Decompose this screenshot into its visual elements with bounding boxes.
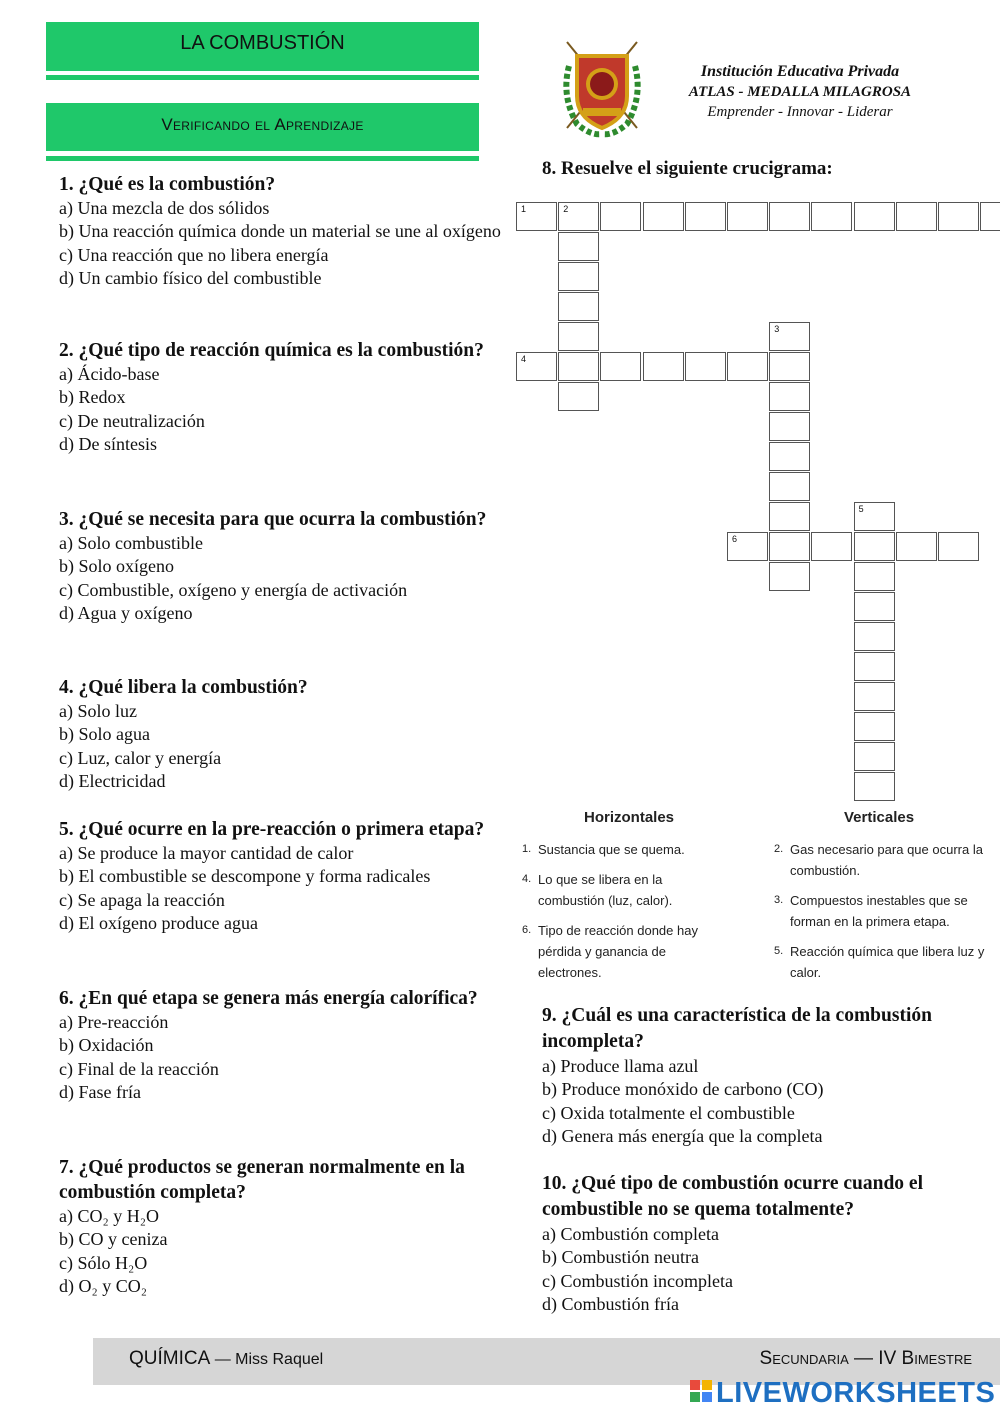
page-subtitle: Verificando el Aprendizaje bbox=[161, 115, 364, 134]
crossword-cell[interactable] bbox=[516, 202, 557, 231]
crossword-clue-number: 2 bbox=[563, 204, 569, 214]
crossword-cell[interactable] bbox=[854, 622, 895, 651]
option[interactable]: c) Combustible, oxígeno y energía de activación bbox=[59, 579, 408, 600]
crossword-cell[interactable] bbox=[896, 202, 937, 231]
crossword-cell[interactable] bbox=[600, 352, 641, 381]
institution-type: Institución Educativa Privada bbox=[700, 63, 900, 80]
crossword-cell[interactable] bbox=[558, 232, 599, 261]
clue-number: 4. bbox=[522, 873, 532, 885]
crossword-title: 8. Resuelve el siguiente crucigrama: bbox=[542, 158, 833, 179]
crossword-cell[interactable] bbox=[769, 322, 810, 351]
clue-vertical bbox=[774, 839, 985, 881]
option[interactable]: a) Se produce la mayor cantidad de calor bbox=[59, 843, 354, 863]
crossword-cell[interactable] bbox=[854, 712, 895, 741]
crossword-cell[interactable] bbox=[896, 532, 937, 561]
page-title-banner bbox=[46, 22, 479, 71]
option[interactable]: a) Solo luz bbox=[59, 701, 137, 721]
crossword-cell[interactable] bbox=[980, 202, 1000, 231]
clue-vertical bbox=[774, 941, 988, 983]
question-title: 9. ¿Cuál es una característica de la combustión incompleta? bbox=[542, 1005, 932, 1052]
clue-horizontal bbox=[522, 920, 718, 983]
question-title: 4. ¿Qué libera la combustión? bbox=[59, 677, 308, 698]
liveworksheets-logo-icon bbox=[690, 1380, 712, 1404]
option[interactable]: c) Sólo H₂O bbox=[59, 1252, 148, 1273]
crossword-cell[interactable] bbox=[769, 532, 810, 561]
crossword-cell[interactable] bbox=[685, 352, 726, 381]
crossword-cell[interactable] bbox=[685, 202, 726, 231]
clue-number: 1. bbox=[522, 843, 532, 855]
option[interactable]: a) Ácido-base bbox=[59, 364, 160, 384]
clue-number: 6. bbox=[522, 924, 532, 936]
crossword-cell[interactable] bbox=[811, 532, 852, 561]
option[interactable]: b) CO y ceniza bbox=[59, 1229, 168, 1250]
clue-number: 3. bbox=[774, 894, 784, 906]
option[interactable]: b) Combustión neutra bbox=[542, 1247, 699, 1268]
crossword-cell[interactable] bbox=[769, 472, 810, 501]
clue-text: Lo que se libera en la combustión (luz, calor). bbox=[538, 872, 673, 908]
question-6 bbox=[59, 986, 489, 1105]
option[interactable]: c) De neutralización bbox=[59, 410, 205, 431]
crossword-cell[interactable] bbox=[769, 442, 810, 471]
question-title: 10. ¿Qué tipo de combustión ocurre cuando el combustible no se quema totalmente? bbox=[542, 1173, 923, 1220]
institution-name: ATLAS - MEDALLA MILAGROSA bbox=[688, 84, 912, 100]
crossword-cell[interactable] bbox=[854, 502, 895, 531]
crossword-cell[interactable] bbox=[938, 202, 979, 231]
crossword-clue-number: 4 bbox=[521, 354, 527, 364]
question-title: 1. ¿Qué es la combustión? bbox=[59, 174, 276, 195]
crossword-cell[interactable] bbox=[769, 562, 810, 591]
footer-grade: Secundaria — IV Bimestre bbox=[759, 1348, 972, 1369]
option[interactable]: c) Luz, calor y energía bbox=[59, 747, 222, 768]
question-2 bbox=[59, 338, 499, 457]
option[interactable]: d) Un cambio físico del combustible bbox=[59, 268, 322, 289]
option[interactable]: d) De síntesis bbox=[59, 434, 157, 455]
question-1 bbox=[59, 172, 514, 291]
crossword-clue-number: 1 bbox=[521, 204, 527, 214]
option[interactable]: a) Una mezcla de dos sólidos bbox=[59, 198, 270, 218]
question-title: 7. ¿Qué productos se generan normalmente en la combustión completa? bbox=[59, 1157, 465, 1203]
clue-text: Sustancia que se quema. bbox=[538, 842, 685, 857]
liveworksheets-watermark: LIVEWORKSHEETS bbox=[716, 1377, 996, 1409]
crossword-cell[interactable] bbox=[558, 382, 599, 411]
crossword-cell[interactable] bbox=[854, 772, 895, 801]
question-4 bbox=[59, 675, 514, 794]
crossword-cell[interactable] bbox=[769, 382, 810, 411]
crossword-cell[interactable] bbox=[854, 202, 895, 231]
crossword-cell[interactable] bbox=[769, 502, 810, 531]
option[interactable]: a) Pre-reacción bbox=[59, 1012, 169, 1032]
crossword-cell[interactable] bbox=[769, 202, 810, 231]
crossword-cell[interactable] bbox=[643, 202, 684, 231]
footer-subject bbox=[129, 1348, 323, 1370]
option[interactable]: c) Una reacción que no libera energía bbox=[59, 244, 329, 265]
option[interactable]: b) Redox bbox=[59, 387, 126, 408]
clue-number: 5. bbox=[774, 945, 784, 957]
crossword-cell[interactable] bbox=[558, 262, 599, 291]
clue-horizontal bbox=[522, 839, 743, 860]
divider bbox=[46, 75, 479, 80]
question-title: 2. ¿Qué tipo de reacción química es la combustión? bbox=[59, 340, 484, 361]
option[interactable]: b) Solo agua bbox=[59, 724, 150, 745]
option[interactable]: c) Combustión incompleta bbox=[542, 1270, 733, 1291]
question-title: 6. ¿En qué etapa se genera más energía calorífica? bbox=[59, 988, 478, 1009]
crossword-cell[interactable] bbox=[854, 592, 895, 621]
option[interactable]: b) El combustible se descompone y forma radicales bbox=[59, 866, 431, 887]
crossword-cell[interactable] bbox=[854, 652, 895, 681]
option[interactable]: c) Se apaga la reacción bbox=[59, 889, 225, 910]
question-3 bbox=[59, 507, 499, 626]
question-9 bbox=[542, 1003, 982, 1149]
option[interactable]: d) Genera más energía que la completa bbox=[542, 1126, 823, 1147]
crossword-cell[interactable] bbox=[811, 202, 852, 231]
teacher-name: — Miss Raquel bbox=[210, 1351, 324, 1368]
crossword-cell[interactable] bbox=[516, 352, 557, 381]
crossword-cell[interactable] bbox=[600, 202, 641, 231]
crossword-cell[interactable] bbox=[558, 322, 599, 351]
crossword-clue-number: 6 bbox=[732, 534, 738, 544]
option[interactable]: d) Fase fría bbox=[59, 1082, 141, 1103]
crossword-cell[interactable] bbox=[854, 562, 895, 591]
subtitle-banner bbox=[46, 103, 479, 151]
option[interactable]: d) Combustión fría bbox=[542, 1294, 679, 1315]
institution-info bbox=[665, 62, 935, 122]
question-7 bbox=[59, 1155, 514, 1299]
clue-text: Reacción química que libera luz y calor. bbox=[790, 944, 985, 980]
option[interactable]: b) Produce monóxido de carbono (CO) bbox=[542, 1079, 824, 1100]
clue-text: Compuestos inestables que se forman en la primera etapa. bbox=[790, 893, 968, 929]
question-title: 5. ¿Qué ocurre en la pre-reacción o primera etapa? bbox=[59, 819, 485, 840]
crossword-cell[interactable] bbox=[769, 352, 810, 381]
option[interactable]: a) Combustión completa bbox=[542, 1224, 719, 1244]
vertical-heading: Verticales bbox=[844, 809, 915, 826]
divider bbox=[46, 156, 479, 161]
question-title: 3. ¿Qué se necesita para que ocurra la combustión? bbox=[59, 509, 487, 530]
page-title: LA COMBUSTIÓN bbox=[180, 32, 345, 54]
crossword-cell[interactable] bbox=[854, 742, 895, 771]
clue-text: Gas necesario para que ocurra la combustión. bbox=[790, 842, 983, 878]
crossword-cell[interactable] bbox=[727, 532, 768, 561]
crossword-cell[interactable] bbox=[938, 532, 979, 561]
option[interactable]: d) Agua y oxígeno bbox=[59, 603, 193, 624]
crossword-cell[interactable] bbox=[643, 352, 684, 381]
crossword-cell[interactable] bbox=[558, 352, 599, 381]
crossword-clue-number: 5 bbox=[858, 504, 864, 514]
clue-number: 2. bbox=[774, 843, 784, 855]
crossword-cell[interactable] bbox=[854, 532, 895, 561]
option[interactable]: b) Oxidación bbox=[59, 1035, 154, 1056]
option[interactable]: c) Oxida totalmente el combustible bbox=[542, 1102, 795, 1123]
option[interactable]: a) CO₂ y H₂O bbox=[59, 1206, 160, 1226]
crossword-cell[interactable] bbox=[769, 412, 810, 441]
option[interactable]: b) Una reacción química donde un material se une al oxígeno bbox=[59, 221, 501, 242]
subject-name: QUÍMICA bbox=[129, 1348, 211, 1369]
question-5 bbox=[59, 817, 499, 936]
option[interactable]: b) Solo oxígeno bbox=[59, 556, 174, 577]
option[interactable]: d) El oxígeno produce agua bbox=[59, 913, 258, 934]
option[interactable]: d) Electricidad bbox=[59, 771, 166, 792]
crossword-cell[interactable] bbox=[727, 202, 768, 231]
option[interactable]: c) Final de la reacción bbox=[59, 1058, 219, 1079]
institution-motto: Emprender - Innovar - Liderar bbox=[707, 104, 893, 120]
clue-text: Tipo de reacción donde hay pérdida y ganancia de electrones. bbox=[538, 923, 698, 980]
option[interactable]: d) O₂ y CO₂ bbox=[59, 1276, 148, 1297]
clue-vertical bbox=[774, 890, 985, 932]
crossword-clue-number: 3 bbox=[774, 324, 780, 334]
clue-horizontal bbox=[522, 869, 708, 911]
question-10 bbox=[542, 1171, 972, 1317]
school-logo bbox=[555, 36, 649, 140]
option[interactable]: a) Solo combustible bbox=[59, 533, 203, 553]
crossword-cell[interactable] bbox=[854, 682, 895, 711]
option[interactable]: a) Produce llama azul bbox=[542, 1056, 699, 1076]
crossword-cell[interactable] bbox=[558, 202, 599, 231]
crossword-cell[interactable] bbox=[727, 352, 768, 381]
crossword-cell[interactable] bbox=[558, 292, 599, 321]
horizontal-heading: Horizontales bbox=[584, 809, 675, 826]
